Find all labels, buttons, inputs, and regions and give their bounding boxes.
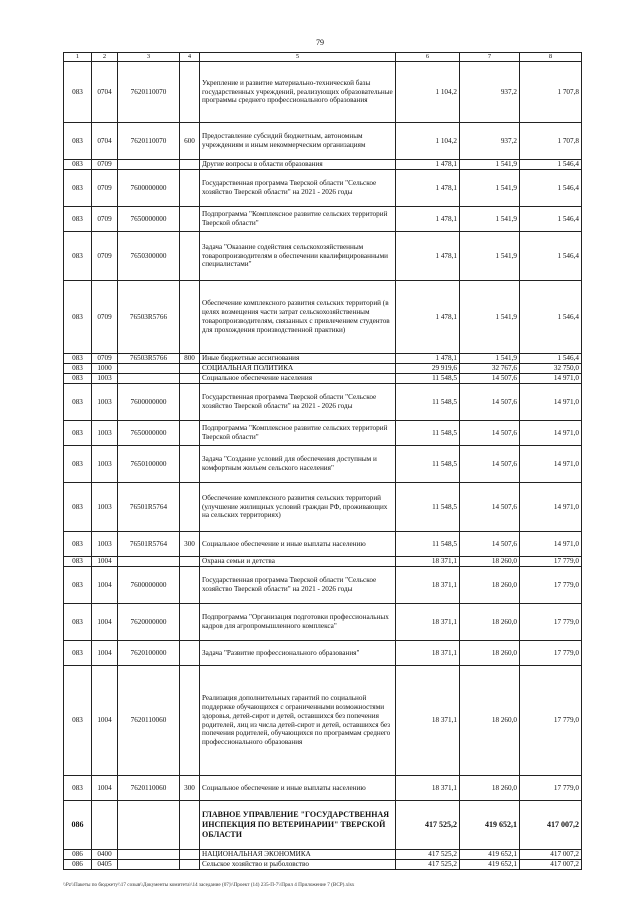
column-number-row xyxy=(64,53,582,62)
admin-code-cell: 083 xyxy=(64,421,92,446)
amount-2023-cell: 419 652,1 xyxy=(460,850,520,860)
page-number: 79 xyxy=(316,38,324,47)
section-code-cell: 1003 xyxy=(92,532,118,557)
table-row xyxy=(64,850,582,860)
amount-2024-cell: 14 971,0 xyxy=(520,374,582,384)
table-row xyxy=(64,801,582,850)
amount-2024-cell: 1 546,4 xyxy=(520,232,582,281)
amount-2022-cell: 18 371,1 xyxy=(396,604,460,641)
admin-code-cell: 083 xyxy=(64,532,92,557)
file-path-footer: \\Pz\\Пакеты по бюджету\\17 созыв\\Документы комитета\\14 заседание (07)\\Проект (14) 235-П-7\\Прил 4 Приложение 7 (ВСР).xlsx xyxy=(63,882,355,888)
admin-code-cell: 086 xyxy=(64,860,92,870)
amount-2023-cell: 14 507,6 xyxy=(460,446,520,483)
amount-2023-cell: 1 541,9 xyxy=(460,232,520,281)
target-article-cell: 7620000000 xyxy=(118,604,180,641)
amount-2022-cell: 18 371,1 xyxy=(396,567,460,604)
amount-2023-cell: 937,2 xyxy=(460,62,520,123)
table-row xyxy=(64,384,582,421)
amount-2022-cell: 1 104,2 xyxy=(396,123,460,160)
expense-type-cell xyxy=(180,232,200,281)
amount-2024-cell: 17 779,0 xyxy=(520,666,582,776)
description-cell: Иные бюджетные ассигнования xyxy=(200,354,396,364)
table-row xyxy=(64,374,582,384)
admin-code-cell: 083 xyxy=(64,62,92,123)
amount-2024-cell: 14 971,0 xyxy=(520,483,582,532)
expense-type-cell xyxy=(180,850,200,860)
amount-2022-cell: 18 371,1 xyxy=(396,641,460,666)
expense-type-cell xyxy=(180,557,200,567)
admin-code-cell: 083 xyxy=(64,666,92,776)
amount-2024-cell: 1 546,4 xyxy=(520,281,582,354)
amount-2024-cell: 14 971,0 xyxy=(520,532,582,557)
target-article-cell xyxy=(118,860,180,870)
column-number: 2 xyxy=(92,53,118,62)
description-cell: Предоставление субсидий бюджетным, автономным учреждениям и иным некоммерческим организациям xyxy=(200,123,396,160)
column-number: 6 xyxy=(396,53,460,62)
amount-2022-cell: 417 525,2 xyxy=(396,801,460,850)
expense-type-cell xyxy=(180,207,200,232)
amount-2024-cell: 1 546,4 xyxy=(520,354,582,364)
amount-2023-cell: 18 260,0 xyxy=(460,604,520,641)
target-article-cell: 7600000000 xyxy=(118,567,180,604)
description-cell: НАЦИОНАЛЬНАЯ ЭКОНОМИКА xyxy=(200,850,396,860)
amount-2023-cell: 32 767,6 xyxy=(460,364,520,374)
amount-2024-cell: 14 971,0 xyxy=(520,421,582,446)
section-code-cell: 1003 xyxy=(92,483,118,532)
admin-code-cell: 083 xyxy=(64,281,92,354)
amount-2023-cell: 14 507,6 xyxy=(460,384,520,421)
amount-2023-cell: 18 260,0 xyxy=(460,776,520,801)
admin-code-cell: 083 xyxy=(64,446,92,483)
admin-code-cell: 083 xyxy=(64,354,92,364)
target-article-cell: 7620110070 xyxy=(118,62,180,123)
amount-2024-cell: 417 007,2 xyxy=(520,801,582,850)
expense-type-cell: 800 xyxy=(180,354,200,364)
amount-2023-cell: 1 541,9 xyxy=(460,160,520,170)
amount-2024-cell: 17 779,0 xyxy=(520,641,582,666)
column-number: 5 xyxy=(200,53,396,62)
description-cell: Подпрограмма "Комплексное развитие сельских территорий Тверской области" xyxy=(200,207,396,232)
table-row xyxy=(64,170,582,207)
table-row xyxy=(64,364,582,374)
target-article-cell: 76501R5764 xyxy=(118,532,180,557)
amount-2023-cell: 1 541,9 xyxy=(460,281,520,354)
target-article-cell: 7650000000 xyxy=(118,421,180,446)
amount-2024-cell: 1 546,4 xyxy=(520,207,582,232)
admin-code-cell: 083 xyxy=(64,776,92,801)
amount-2023-cell: 18 260,0 xyxy=(460,567,520,604)
column-number: 1 xyxy=(64,53,92,62)
expense-type-cell xyxy=(180,567,200,604)
expense-type-cell: 300 xyxy=(180,532,200,557)
expense-type-cell xyxy=(180,483,200,532)
table-row xyxy=(64,232,582,281)
amount-2023-cell: 14 507,6 xyxy=(460,532,520,557)
amount-2024-cell: 17 779,0 xyxy=(520,604,582,641)
amount-2022-cell: 11 548,5 xyxy=(396,374,460,384)
amount-2024-cell: 417 007,2 xyxy=(520,860,582,870)
description-cell: Задача "Оказание содействия сельскохозяйственным товаропроизводителям в обеспечении квалифицированными специалистами" xyxy=(200,232,396,281)
target-article-cell: 76503R5766 xyxy=(118,354,180,364)
section-code-cell: 1003 xyxy=(92,374,118,384)
expense-type-cell xyxy=(180,374,200,384)
amount-2024-cell: 14 971,0 xyxy=(520,446,582,483)
amount-2022-cell: 29 919,6 xyxy=(396,364,460,374)
column-number: 4 xyxy=(180,53,200,62)
target-article-cell xyxy=(118,557,180,567)
admin-code-cell: 083 xyxy=(64,170,92,207)
description-cell: Государственная программа Тверской области "Сельское хозяйство Тверской области" на 2021 - 2026 годы xyxy=(200,170,396,207)
section-code-cell: 1003 xyxy=(92,446,118,483)
amount-2023-cell: 1 541,9 xyxy=(460,207,520,232)
target-article-cell: 7600000000 xyxy=(118,170,180,207)
amount-2022-cell: 1 478,1 xyxy=(396,281,460,354)
description-cell: Подпрограмма "Организация подготовки профессиональных кадров для агропромышленного комплекса" xyxy=(200,604,396,641)
expense-type-cell xyxy=(180,281,200,354)
expense-type-cell xyxy=(180,446,200,483)
amount-2024-cell: 17 779,0 xyxy=(520,776,582,801)
target-article-cell xyxy=(118,850,180,860)
table-row xyxy=(64,532,582,557)
description-cell: Другие вопросы в области образования xyxy=(200,160,396,170)
amount-2023-cell: 937,2 xyxy=(460,123,520,160)
target-article-cell xyxy=(118,801,180,850)
description-cell: Задача "Развитие профессионального образования" xyxy=(200,641,396,666)
amount-2022-cell: 11 548,5 xyxy=(396,446,460,483)
admin-code-cell: 083 xyxy=(64,567,92,604)
amount-2024-cell: 32 750,0 xyxy=(520,364,582,374)
column-number: 8 xyxy=(520,53,582,62)
section-code-cell: 1000 xyxy=(92,364,118,374)
expense-type-cell xyxy=(180,62,200,123)
target-article-cell: 7620110070 xyxy=(118,123,180,160)
section-code-cell: 0709 xyxy=(92,354,118,364)
expense-type-cell xyxy=(180,666,200,776)
table-row xyxy=(64,666,582,776)
section-code-cell: 0704 xyxy=(92,123,118,160)
target-article-cell: 7620110060 xyxy=(118,666,180,776)
section-code-cell: 0704 xyxy=(92,62,118,123)
description-cell: Задача "Создание условий для обеспечения доступным и комфортным жильем сельского населения" xyxy=(200,446,396,483)
amount-2024-cell: 17 779,0 xyxy=(520,567,582,604)
amount-2023-cell: 14 507,6 xyxy=(460,421,520,446)
target-article-cell: 7650000000 xyxy=(118,207,180,232)
target-article-cell: 7650300000 xyxy=(118,232,180,281)
admin-code-cell: 083 xyxy=(64,207,92,232)
admin-code-cell: 083 xyxy=(64,557,92,567)
description-cell: Государственная программа Тверской области "Сельское хозяйство Тверской области" на 2021 - 2026 годы xyxy=(200,384,396,421)
table-row xyxy=(64,281,582,354)
amount-2023-cell: 18 260,0 xyxy=(460,641,520,666)
description-cell: Социальное обеспечение и иные выплаты населению xyxy=(200,532,396,557)
expense-type-cell xyxy=(180,421,200,446)
target-article-cell: 7620100000 xyxy=(118,641,180,666)
column-number: 3 xyxy=(118,53,180,62)
expense-type-cell xyxy=(180,364,200,374)
table-row xyxy=(64,446,582,483)
amount-2022-cell: 1 478,1 xyxy=(396,354,460,364)
amount-2022-cell: 11 548,5 xyxy=(396,532,460,557)
amount-2022-cell: 1 478,1 xyxy=(396,232,460,281)
amount-2024-cell: 1 546,4 xyxy=(520,160,582,170)
expense-type-cell xyxy=(180,170,200,207)
section-code-cell: 0709 xyxy=(92,160,118,170)
expense-type-cell xyxy=(180,604,200,641)
amount-2023-cell: 14 507,6 xyxy=(460,483,520,532)
table-row xyxy=(64,776,582,801)
table-row xyxy=(64,123,582,160)
section-code-cell: 1004 xyxy=(92,604,118,641)
admin-code-cell: 083 xyxy=(64,364,92,374)
admin-code-cell: 083 xyxy=(64,123,92,160)
amount-2024-cell: 417 007,2 xyxy=(520,850,582,860)
amount-2023-cell: 1 541,9 xyxy=(460,170,520,207)
section-code-cell: 1003 xyxy=(92,421,118,446)
description-cell: ГЛАВНОЕ УПРАВЛЕНИЕ "ГОСУДАРСТВЕННАЯ ИНСПЕКЦИЯ ПО ВЕТЕРИНАРИИ" ТВЕРСКОЙ ОБЛАСТИ xyxy=(200,801,396,850)
expense-type-cell xyxy=(180,801,200,850)
description-cell: Социальное обеспечение населения xyxy=(200,374,396,384)
amount-2022-cell: 18 371,1 xyxy=(396,776,460,801)
table-row xyxy=(64,604,582,641)
description-cell: Охрана семьи и детства xyxy=(200,557,396,567)
expense-type-cell xyxy=(180,160,200,170)
admin-code-cell: 086 xyxy=(64,801,92,850)
amount-2023-cell: 14 507,6 xyxy=(460,374,520,384)
expense-type-cell: 300 xyxy=(180,776,200,801)
expense-type-cell: 600 xyxy=(180,123,200,160)
section-code-cell: 0400 xyxy=(92,850,118,860)
budget-table xyxy=(63,52,582,870)
section-code-cell xyxy=(92,801,118,850)
description-cell: Реализация дополнительных гарантий по социальной поддержке обучающихся с ограниченными возможностями здоровья, детей-сирот и детей, оставшихся без попечения родителей, лиц из числа детей-сирот и детей, оставшихся без попечения родителей, обучающихся по программам среднего профессионального образования xyxy=(200,666,396,776)
description-cell: Укрепление и развитие материально-технической базы государственных учреждений, реализующих образовательные программы среднего профессионального образования xyxy=(200,62,396,123)
amount-2022-cell: 18 371,1 xyxy=(396,557,460,567)
description-cell: Сельское хозяйство и рыболовство xyxy=(200,860,396,870)
target-article-cell: 7650100000 xyxy=(118,446,180,483)
amount-2024-cell: 17 779,0 xyxy=(520,557,582,567)
amount-2023-cell: 419 652,1 xyxy=(460,801,520,850)
table-row xyxy=(64,860,582,870)
section-code-cell: 0709 xyxy=(92,281,118,354)
table-row xyxy=(64,421,582,446)
table-row xyxy=(64,354,582,364)
section-code-cell: 1004 xyxy=(92,666,118,776)
section-code-cell: 1004 xyxy=(92,567,118,604)
amount-2022-cell: 417 525,2 xyxy=(396,850,460,860)
table-row xyxy=(64,557,582,567)
expense-type-cell xyxy=(180,384,200,421)
amount-2022-cell: 11 548,5 xyxy=(396,421,460,446)
table-row xyxy=(64,160,582,170)
section-code-cell: 0709 xyxy=(92,207,118,232)
table-row xyxy=(64,641,582,666)
target-article-cell xyxy=(118,374,180,384)
amount-2023-cell: 18 260,0 xyxy=(460,557,520,567)
expense-type-cell xyxy=(180,641,200,666)
admin-code-cell: 083 xyxy=(64,641,92,666)
amount-2023-cell: 1 541,9 xyxy=(460,354,520,364)
section-code-cell: 1004 xyxy=(92,557,118,567)
amount-2022-cell: 1 478,1 xyxy=(396,207,460,232)
amount-2022-cell: 1 478,1 xyxy=(396,170,460,207)
target-article-cell: 76503R5766 xyxy=(118,281,180,354)
amount-2023-cell: 18 260,0 xyxy=(460,666,520,776)
amount-2022-cell: 11 548,5 xyxy=(396,483,460,532)
target-article-cell xyxy=(118,364,180,374)
amount-2022-cell: 1 478,1 xyxy=(396,160,460,170)
description-cell: Подпрограмма "Комплексное развитие сельских территорий Тверской области" xyxy=(200,421,396,446)
section-code-cell: 1004 xyxy=(92,641,118,666)
description-cell: Обеспечение комплексного развития сельских территорий (улучшение жилищных условий граждан РФ, проживающих на сельских территориях) xyxy=(200,483,396,532)
section-code-cell: 0709 xyxy=(92,170,118,207)
admin-code-cell: 083 xyxy=(64,160,92,170)
admin-code-cell: 083 xyxy=(64,232,92,281)
admin-code-cell: 083 xyxy=(64,604,92,641)
amount-2022-cell: 18 371,1 xyxy=(396,666,460,776)
target-article-cell: 7620110060 xyxy=(118,776,180,801)
admin-code-cell: 086 xyxy=(64,850,92,860)
amount-2024-cell: 1 707,8 xyxy=(520,123,582,160)
admin-code-cell: 083 xyxy=(64,384,92,421)
section-code-cell: 0709 xyxy=(92,232,118,281)
description-cell: Социальное обеспечение и иные выплаты населению xyxy=(200,776,396,801)
section-code-cell: 0405 xyxy=(92,860,118,870)
table-row xyxy=(64,483,582,532)
amount-2022-cell: 11 548,5 xyxy=(396,384,460,421)
description-cell: Государственная программа Тверской области "Сельское хозяйство Тверской области" на 2021 - 2026 годы xyxy=(200,567,396,604)
amount-2024-cell: 14 971,0 xyxy=(520,384,582,421)
section-code-cell: 1003 xyxy=(92,384,118,421)
amount-2022-cell: 417 525,2 xyxy=(396,860,460,870)
admin-code-cell: 083 xyxy=(64,483,92,532)
admin-code-cell: 083 xyxy=(64,374,92,384)
amount-2023-cell: 419 652,1 xyxy=(460,860,520,870)
table-row xyxy=(64,567,582,604)
column-number: 7 xyxy=(460,53,520,62)
description-cell: СОЦИАЛЬНАЯ ПОЛИТИКА xyxy=(200,364,396,374)
target-article-cell xyxy=(118,160,180,170)
target-article-cell: 7600000000 xyxy=(118,384,180,421)
expense-type-cell xyxy=(180,860,200,870)
amount-2022-cell: 1 104,2 xyxy=(396,62,460,123)
amount-2024-cell: 1 546,4 xyxy=(520,170,582,207)
target-article-cell: 76501R5764 xyxy=(118,483,180,532)
table-row xyxy=(64,62,582,123)
description-cell: Обеспечение комплексного развития сельских территорий (в целях возмещения части затрат сельскохозяйственным товаропроизводителям, связанных с привлечением студентов для прохождения производственной практики) xyxy=(200,281,396,354)
section-code-cell: 1004 xyxy=(92,776,118,801)
amount-2024-cell: 1 707,8 xyxy=(520,62,582,123)
table-row xyxy=(64,207,582,232)
